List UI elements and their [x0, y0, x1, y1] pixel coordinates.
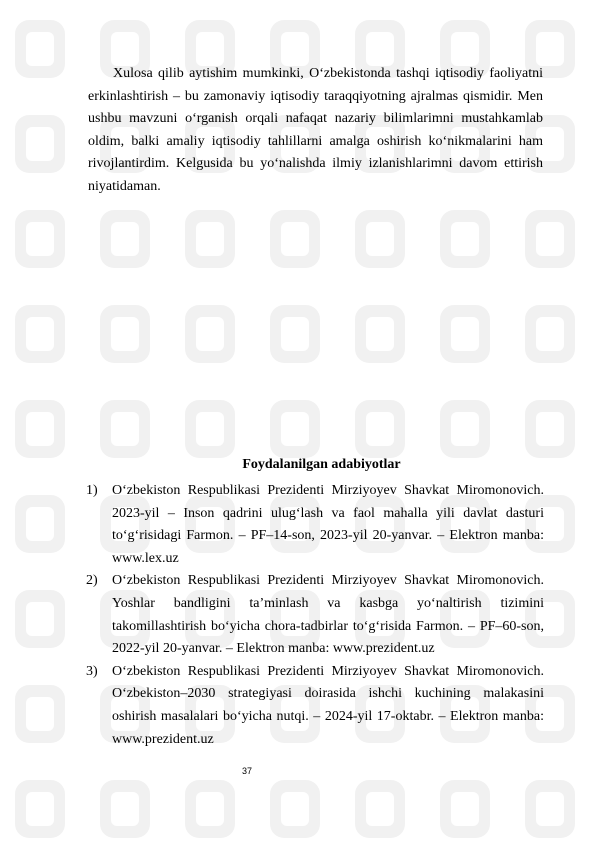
reference-number: 2): [86, 573, 98, 589]
reference-number: 1): [86, 483, 98, 498]
conclusion-paragraph: Xulosa qilib aytishim mumkinki, O‘zbekistonda tashqi iqtisodiy faoliyatni erkinlashtirish – bu zamonaviy iqtisodiy taraqqiyotning ajralmas qismidir. Men ushbu mavzuni o‘rganish orqali nafaqat nazariy bilimlarimni mustahkamlab oldim, balki amaliy iqtisodiy tahlillarni amalga oshirish ko‘nikmalarini ham rivojlantirdim. Kelgusida bu yo‘nalishda ilmiy izlanishlarimni davom ettirish niyatidaman.: [88, 66, 543, 194]
reference-item: [86, 661, 544, 751]
references-list: [86, 480, 544, 751]
reference-item: [86, 570, 544, 660]
reference-number: 3): [86, 663, 98, 679]
references-heading: Foydalanilgan adabiyotlar: [242, 457, 401, 472]
reference-text: O‘zbekiston Respublikasi Prezidenti Mirziyoyev Shavkat Miromonovich. 2023-yil – Inson qadrini ulug‘lash va faol mahalla yili davlat dasturi to‘g‘risidagi Farmon. – PF–14-son, 2023-yil 20-yanvar. – Elektron manba: www.lex.uz: [112, 483, 544, 566]
reference-text: O‘zbekiston Respublikasi Prezidenti Mirziyoyev Shavkat Miromonovich. O‘zbekiston–2030 strategiyasi doirasida ishchi kuchining malakasini oshirish masalalari bo‘yicha nutqi. – 2024-yil 17-oktabr. – Elektron manba: www.prezident.uz: [112, 663, 544, 747]
reference-text: O‘zbekiston Respublikasi Prezidenti Mirziyoyev Shavkat Miromonovich. Yoshlar bandligini ta’minlash va kasbga yo‘naltirish tizimini takomillashtirish bo‘yicha chora-tadbirlar to‘g‘risida Farmon. – PF–60-son, 2022-yil 20-yanvar. – Elektron manba: www.prezident.uz: [112, 573, 544, 657]
reference-item: [86, 480, 544, 570]
page-number: 37: [242, 766, 253, 776]
